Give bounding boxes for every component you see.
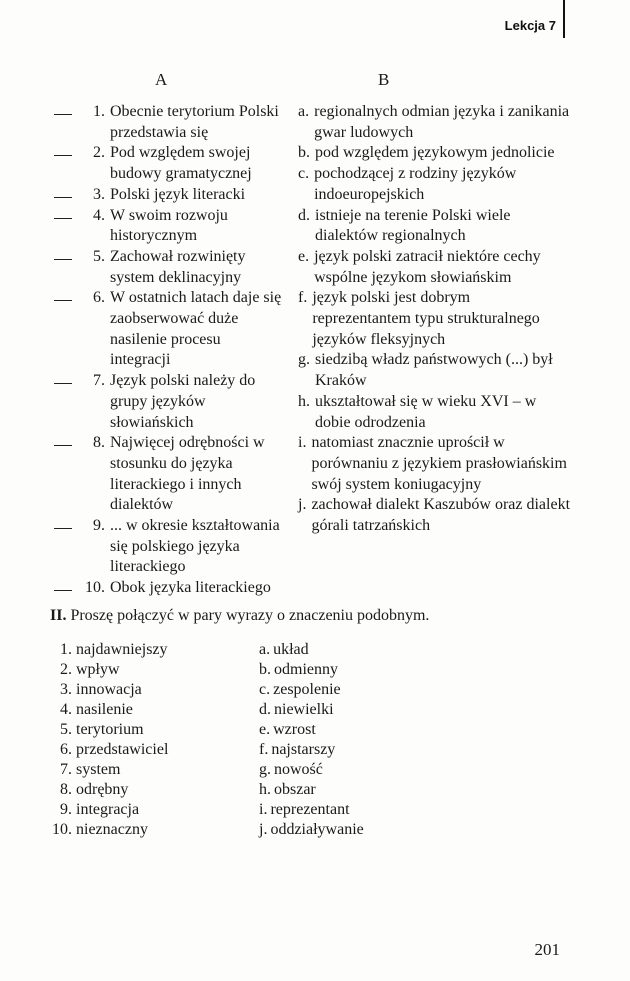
pair-right-item <box>259 720 364 740</box>
pair-word: nasilenie <box>76 701 133 718</box>
column-b-item <box>298 206 570 247</box>
column-b <box>298 102 570 537</box>
item-text: Polski język literacki <box>110 185 246 203</box>
item-number: 1. <box>93 103 105 120</box>
pair-letter: e. <box>259 721 271 738</box>
column-b-item <box>298 143 570 164</box>
answer-blank[interactable] <box>54 371 72 384</box>
item-text: pod względem językowym jednolicie <box>315 144 555 162</box>
column-b-item <box>298 495 570 536</box>
pair-word: integracja <box>76 801 140 818</box>
pair-word: najstarszy <box>271 741 336 758</box>
column-a-item <box>50 433 282 516</box>
pair-letter: h. <box>259 781 271 798</box>
lesson-header: Lekcja 7 <box>504 18 556 33</box>
pair-number: 1. <box>60 641 72 658</box>
pair-word: reprezentant <box>270 801 350 818</box>
pair-left-item <box>50 820 168 840</box>
pair-left-item <box>50 760 168 780</box>
item-number: 9. <box>93 517 105 535</box>
answer-blank[interactable] <box>54 102 72 115</box>
item-text: ... w okresie kształtowania się polskiego języka literackiego <box>110 517 280 576</box>
pair-word: nowość <box>274 761 323 778</box>
pair-number: 2. <box>60 661 72 678</box>
item-text: W ostatnich latach daje się zaobserwować duże nasilenie procesu integracji <box>110 289 282 369</box>
column-a-item <box>50 247 282 288</box>
item-letter: b. <box>298 144 310 162</box>
pair-word: odmienny <box>274 661 338 678</box>
pair-word: obszar <box>274 781 316 798</box>
pair-left-item <box>50 680 168 700</box>
pair-letter: b. <box>259 661 271 678</box>
column-a-item <box>50 102 282 143</box>
pair-number: 9. <box>60 801 72 818</box>
answer-blank[interactable] <box>54 516 72 529</box>
item-text: Obecnie terytorium Polski przedstawia się <box>110 103 279 141</box>
pairs-left-list <box>50 640 168 840</box>
item-letter: j. <box>298 496 307 514</box>
pair-number: 6. <box>60 741 72 758</box>
pair-letter: c. <box>259 681 271 698</box>
item-letter: d. <box>298 206 310 224</box>
item-letter: g. <box>298 351 310 369</box>
pair-left-item <box>50 740 168 760</box>
item-number: 7. <box>93 372 105 390</box>
pair-left-item <box>50 720 168 740</box>
answer-blank[interactable] <box>54 433 72 446</box>
pair-word: wpływ <box>76 661 120 678</box>
column-b-item <box>298 102 570 143</box>
pair-number: 3. <box>60 681 72 698</box>
column-b-item <box>298 164 570 205</box>
item-letter: e. <box>298 247 310 265</box>
pair-number: 10. <box>52 821 72 838</box>
item-letter: c. <box>298 165 310 183</box>
column-a-item <box>50 578 282 599</box>
exercise-2-instruction <box>50 607 429 625</box>
exercise-2-text: Proszę połączyć w pary wyrazy o znaczeniu podobnym. <box>70 607 430 624</box>
item-text: istnieje na terenie Polski wiele dialektów regionalnych <box>315 206 511 245</box>
column-a-title: A <box>155 70 168 89</box>
item-letter: a. <box>298 103 310 120</box>
item-letter: h. <box>298 392 310 410</box>
column-b-item <box>298 350 570 391</box>
column-a-item <box>50 185 282 206</box>
item-text: Zachował rozwinięty system deklinacyjny <box>110 247 246 286</box>
item-number: 5. <box>93 247 105 265</box>
column-b-item <box>298 288 570 350</box>
item-text: Język polski należy do grupy języków słowiańskich <box>110 372 256 431</box>
column-a-item <box>50 206 282 247</box>
pair-letter: j. <box>259 821 268 838</box>
item-text: W swoim rozwoju historycznym <box>110 206 228 245</box>
pair-right-item <box>259 780 364 800</box>
item-number: 10. <box>85 579 105 597</box>
pair-right-item <box>259 740 364 760</box>
pair-word: oddziaływanie <box>270 821 364 838</box>
answer-blank[interactable] <box>54 578 72 591</box>
column-a-item <box>50 516 282 578</box>
item-text: ukształtował się w wieku XVI – w dobie odrodzenia <box>315 392 537 431</box>
column-b-item <box>298 392 570 433</box>
pair-word: zespolenie <box>273 681 341 698</box>
pair-word: nieznaczny <box>76 821 148 838</box>
pair-word: odrębny <box>76 781 129 798</box>
pair-letter: d. <box>259 701 271 718</box>
pair-number: 8. <box>60 781 72 798</box>
column-a <box>50 102 282 599</box>
item-number: 3. <box>93 185 105 203</box>
item-text: zachował dialekt Kaszubów oraz dialekt górali tatrzańskich <box>311 496 571 535</box>
pairs-right-list <box>259 640 364 840</box>
pair-letter: g. <box>259 761 271 778</box>
pair-number: 4. <box>60 701 72 718</box>
pair-right-item <box>259 660 364 680</box>
pair-number: 5. <box>60 721 72 738</box>
column-a-item <box>50 143 282 184</box>
item-text: Obok języka literackiego <box>110 579 271 597</box>
page-number: 201 <box>534 940 560 959</box>
item-number: 8. <box>93 434 105 452</box>
answer-blank[interactable] <box>54 247 72 260</box>
header-rule <box>563 0 565 38</box>
item-text: regionalnych odmian języka i zanikania gwar ludowych <box>314 103 570 141</box>
pair-left-item <box>50 700 168 720</box>
answer-blank[interactable] <box>54 143 72 156</box>
pair-word: najdawniejszy <box>76 641 168 658</box>
item-number: 4. <box>93 206 105 224</box>
pair-letter: a. <box>259 641 271 658</box>
column-b-title: B <box>378 70 390 89</box>
pair-left-item <box>50 660 168 680</box>
item-text: natomiast znacznie uprościł w porównaniu z językiem prasłowiańskim swój system koniugacyjny <box>311 434 567 493</box>
pair-left-item <box>50 640 168 660</box>
pair-word: system <box>76 761 121 778</box>
item-letter: i. <box>298 434 307 452</box>
pair-right-item <box>259 700 364 720</box>
pair-letter: f. <box>259 741 269 758</box>
pair-word: wzrost <box>273 721 316 738</box>
column-b-item <box>298 247 570 288</box>
answer-blank[interactable] <box>54 185 72 198</box>
pair-right-item <box>259 680 364 700</box>
pair-right-item <box>259 820 364 840</box>
pair-word: układ <box>273 641 309 658</box>
answer-blank[interactable] <box>54 288 72 301</box>
pair-word: przedstawiciel <box>76 741 169 758</box>
item-text: siedzibą władz państwowych (...) był Kraków <box>315 351 553 390</box>
pair-right-item <box>259 760 364 780</box>
pair-right-item <box>259 800 364 820</box>
column-a-item <box>50 288 282 371</box>
item-text: Najwięcej odrębności w stosunku do języka literackiego i innych dialektów <box>110 434 265 514</box>
pair-right-item <box>259 640 364 660</box>
pair-letter: i. <box>259 801 268 818</box>
pair-word: innowacja <box>76 681 142 698</box>
column-b-item <box>298 433 570 495</box>
column-a-item <box>50 371 282 433</box>
pair-left-item <box>50 800 168 820</box>
answer-blank[interactable] <box>54 206 72 219</box>
pair-left-item <box>50 780 168 800</box>
item-letter: f. <box>298 289 308 307</box>
item-text: Pod względem swojej budowy gramatycznej <box>110 144 252 183</box>
pair-word: niewielki <box>274 701 334 718</box>
item-text: pochodzącej z rodziny języków indoeuropejskich <box>314 165 517 203</box>
exercise-2-label: II. <box>50 607 67 624</box>
pair-word: terytorium <box>76 721 144 738</box>
item-number: 6. <box>93 289 105 307</box>
item-text: język polski jest dobrym reprezentantem typu strukturalnego języków fleksyjnych <box>312 289 540 348</box>
item-text: język polski zatracił niektóre cechy wspólne językom słowiańskim <box>314 247 541 286</box>
item-number: 2. <box>93 144 105 162</box>
pair-number: 7. <box>60 761 72 778</box>
